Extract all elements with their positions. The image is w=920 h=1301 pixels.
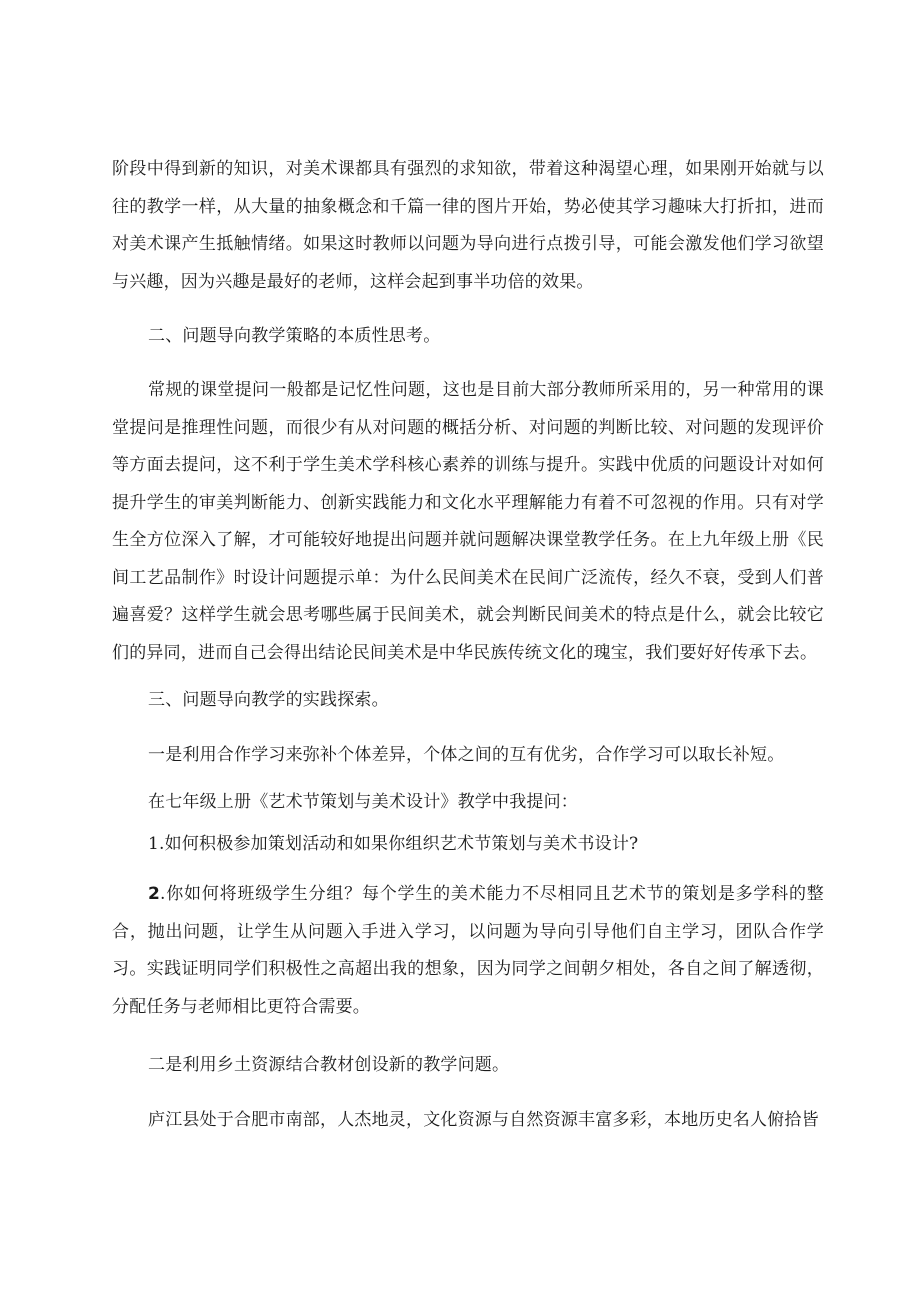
paragraph-lujiang-county: 庐江县处于合肥市南部，人杰地灵，文化资源与自然资源丰富多彩，本地历史名人俯拾皆 (148, 1110, 819, 1130)
section-heading-2: 二、问题导向教学策略的本质性思考。 (148, 326, 441, 346)
question-item-1: 1.如何积极参加策划活动和如果你组织艺术节策划与美术书设计? (148, 834, 639, 854)
paragraph-local-resources: 二是利用乡土资源结合教材创设新的教学问题。 (148, 1055, 510, 1075)
question-item-2 (112, 876, 824, 1026)
paragraph-cooperative-learning: 一是利用合作学习来弥补个体差异，个体之间的互有优劣，合作学习可以取长补短。 (148, 745, 785, 765)
paragraph-interest-motivation: 阶段中得到新的知识，对美术课都具有强烈的求知欲，带着这种渴望心理，如果刚开始就与以往的教学一样，从大量的抽象概念和千篇一律的图片开始，势必使其学习趣味大打折扣，进而对美术课产生抵触情绪。如果这时教师以问题为导向进行点拨引导，可能会激发他们学习欲望与兴趣，因为兴趣是最好的老师，这样会起到事半功倍的效果。 (112, 159, 824, 292)
paragraph-classroom-questioning: 常规的课堂提问一般都是记忆性问题，这也是目前大部分教师所采用的，另一种常用的课堂提问是推理性问题，而很少有从对问题的概括分析、对问题的判断比较、对问题的发现评价等方面去提问，这不利于学生美术学科核心素养的训练与提升。实践中优质的问题设计对如何提升学生的审美判断能力、创新实践能力和文化水平理解能力有着不可忽视的作用。只有对学生全方位深入了解，才可能较好地提出问题并就问题解决课堂教学任务。在上九年级上册《民间工艺品制作》时设计问题提示单：为什么民间美术在民间广泛流传，经久不衰，受到人们普遍喜爱？这样学生就会思考哪些属于民间美术，就会判断民间美术的特点是什么，就会比较它们的异同，进而自己会得出结论民间美术是中华民族传统文化的瑰宝，我们要好好传承下去。 (112, 380, 824, 663)
question-number-2: 2 (148, 884, 161, 904)
paragraph-grade7-question-intro: 在七年级上册《艺术节策划与美术设计》教学中我提问： (148, 792, 578, 812)
question-item-2-text: .你如何将班级学生分组？每个学生的美术能力不尽相同且艺术节的策划是多学科的整合，抛出问题，让学生从问题入手进入学习，以问题为导向引导他们自主学习，团队合作学习。实践证明同学们积极性之高超出我的想象，因为同学之间朝夕相处，各自之间了解透彻，分配任务与老师相比更符合需要。 (112, 884, 824, 1017)
section-heading-3: 三、问题导向教学的实践探索。 (148, 690, 389, 710)
